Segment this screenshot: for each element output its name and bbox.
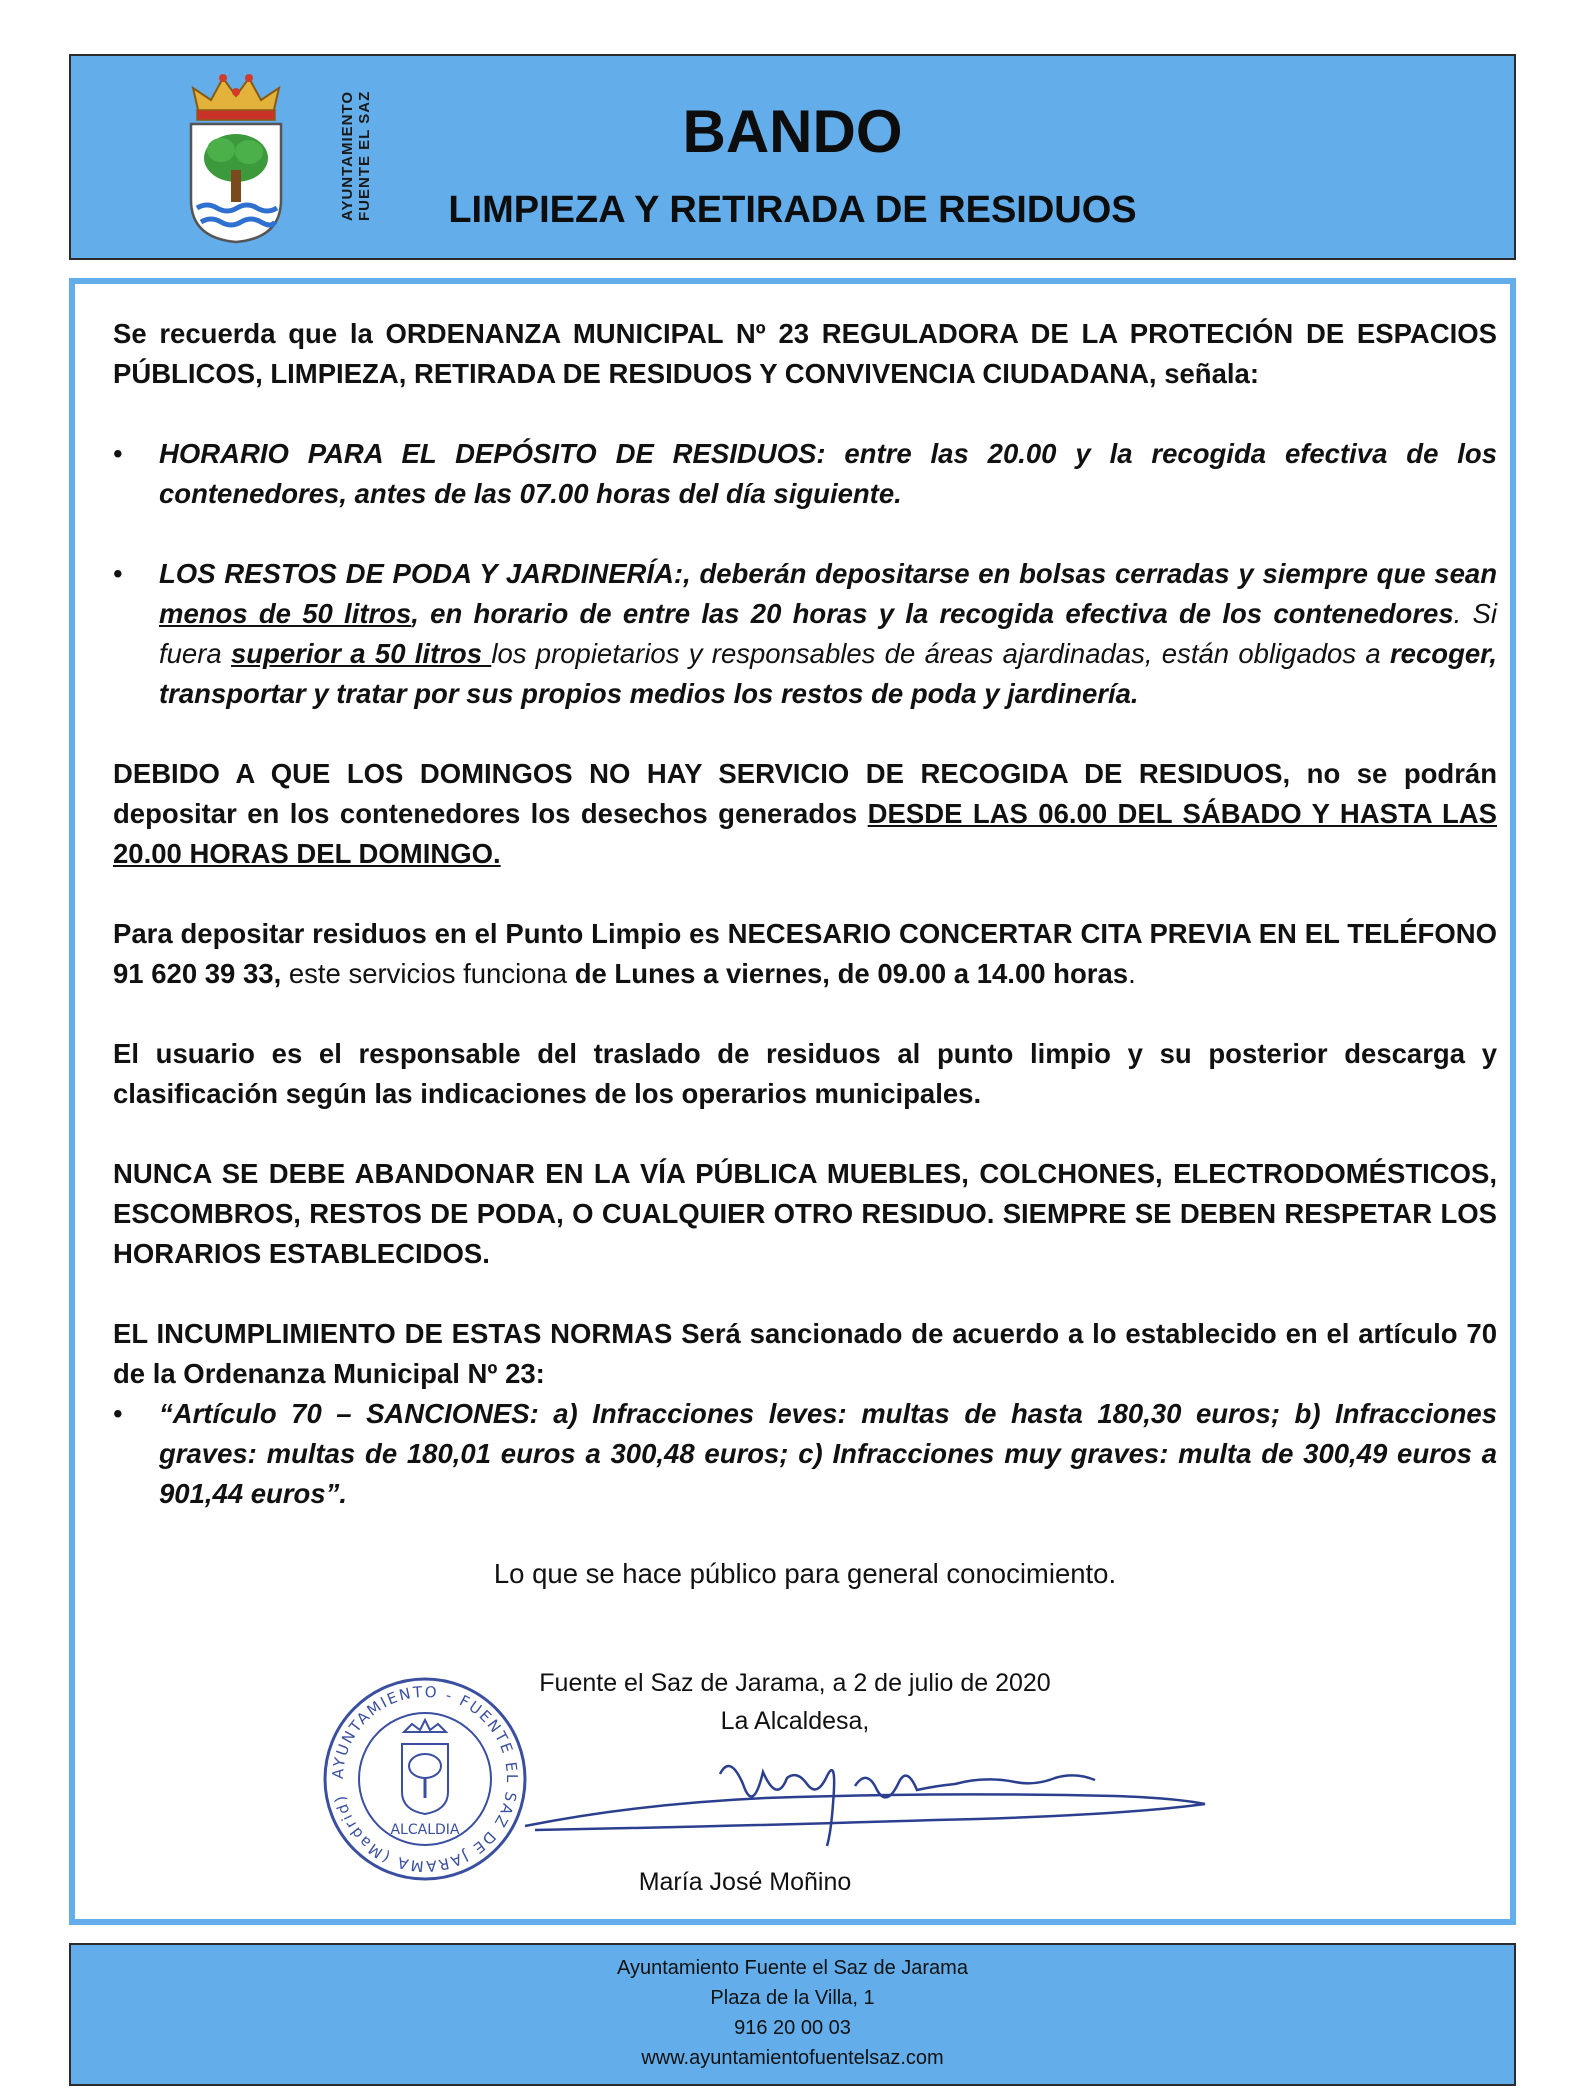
punto-limpio-hours: de Lunes a viernes, de 09.00 a 14.00 horas (574, 958, 1129, 989)
coat-caption-line1: AYUNTAMIENTO (339, 90, 356, 222)
pruning-obligation: recoger, transportar y tratar por sus propios medios los restos de poda y jardinería. (159, 638, 1497, 709)
pruning-containers: contenedores (1273, 598, 1454, 629)
nunca-paragraph: NUNCA SE DEBE ABANDONAR EN LA VÍA PÚBLICA MUEBLES, COLCHONES, ELECTRODOMÉSTICOS, ESCOMBROS, RESTOS DE PODA, O CUALQUIER OTRO RESIDUO. SIEMPRE SE DEBEN RESPETAR LOS HORARIOS ESTABLECIDOS. (113, 1158, 1497, 1269)
incumplimiento-paragraph: EL INCUMPLIMIENTO DE ESTAS NORMAS Será sancionado de acuerdo a lo establecido en el artículo 70 de la Ordenanza Municipal Nº 23: (113, 1318, 1497, 1389)
punto-limpio-text-2: este servicios funciona (281, 958, 575, 989)
pruning-text-6: . Si fuera (159, 598, 1497, 669)
pruning-text-8: los propietarios y responsables de áreas ajardinadas, están obligados a (491, 638, 1390, 669)
punto-limpio-text-4: . (1128, 958, 1136, 989)
intro-ordinance: ORDENANZA MUNICIPAL Nº 23 REGULADORA DE LA PROTECIÓN DE ESPACIOS PÚBLICOS, LIMPIEZA, RETIRADA DE RESIDUOS Y CONVIVENCIA CIUDADANA, (113, 318, 1497, 389)
footer-address: Plaza de la Villa, 1 (710, 1987, 875, 2009)
bullet-dot: • (113, 438, 123, 469)
sundays-text-2: no se podrán depositar en los contenedores los desechos generados (113, 758, 1498, 829)
stamp-ring-text: AYUNTAMIENTO - FUENTE EL SAZ DE JARAMA (Madrid) (328, 1682, 522, 1876)
handwritten-signature (515, 1734, 1215, 1854)
place-date: Fuente el Saz de Jarama, a 2 de julio de 2020 (539, 1669, 1051, 1697)
bullet-sanctions (113, 1394, 1497, 1514)
footer-website-link[interactable]: www.ayuntamientofuentelsaz.com (641, 2047, 944, 2069)
place-date-block (495, 1664, 1095, 1740)
signer-role: La Alcaldesa, (720, 1707, 870, 1735)
punto-limpio-paragraph (113, 914, 1497, 994)
pruning-heading: LOS RESTOS DE PODA Y JARDINERÍA: (159, 558, 684, 589)
footer-org: Ayuntamiento Fuente el Saz de Jarama (617, 1957, 968, 1979)
usuario-paragraph: El usuario es el responsable del traslado de residuos al punto limpio y su posterior descarga y clasificación según las indicaciones de los operarios municipales. (113, 1038, 1497, 1109)
bullet-dot: • (113, 558, 123, 589)
page-title: BANDO (682, 98, 903, 165)
intro-text-3: señala: (1156, 358, 1259, 389)
stamp-center-text: ALCALDIA (390, 1822, 460, 1838)
header-banner (69, 54, 1516, 260)
page-subtitle: LIMPIEZA Y RETIRADA DE RESIDUOS (448, 189, 1137, 231)
pruning-under-50: menos de 50 litros (159, 598, 412, 629)
closing-statement: Lo que se hace público para general conocimiento. (493, 1558, 1117, 1589)
pruning-over-50: superior a 50 litros (230, 638, 492, 669)
content-body (113, 314, 1497, 1634)
bullet-schedule-text: HORARIO PARA EL DEPÓSITO DE RESIDUOS: entre las 20.00 y la recogida efectiva de los contenedores, antes de las 07.00 horas del día siguiente. (159, 438, 1497, 509)
bullet-dot: • (113, 1398, 123, 1429)
sundays-text-1: DEBIDO A QUE LOS DOMINGOS NO HAY SERVICIO DE RECOGIDA DE RESIDUOS, (113, 758, 1291, 789)
pruning-text-2: , deberán depositarse en bolsas cerradas y siempre que sean (683, 558, 1497, 589)
main-content-box (69, 278, 1516, 1925)
pruning-text-4: , en horario de entre las 20 horas y la recogida efectiva de los (411, 598, 1274, 629)
bullet-pruning (113, 554, 1497, 714)
bullet-schedule (113, 434, 1497, 514)
footer-phone: 916 20 00 03 (734, 2017, 851, 2039)
sundays-paragraph (113, 754, 1497, 874)
intro-text-1: Se recuerda que la (113, 318, 386, 349)
footer-banner (69, 1943, 1516, 2086)
bullet-sanctions-text: “Artículo 70 – SANCIONES: a) Infracciones leves: multas de hasta 180,30 euros; b) Infracciones graves: multas de 180,01 euros a 300,48 euros; c) Infracciones muy graves: multa de 300,49 euros a 901,44 euros”. (159, 1398, 1497, 1509)
coat-caption-line2: FUENTE EL SAZ (356, 90, 373, 222)
punto-limpio-text-1: Para depositar residuos en el Punto Limpio es NECESARIO CONCERTAR CITA PREVIA EN EL TELÉFONO 91 620 39 33, (113, 918, 1497, 989)
sundays-period: DESDE LAS 06.00 DEL SÁBADO Y HASTA LAS 20.00 HORAS DEL DOMINGO. (113, 798, 1497, 869)
intro-paragraph (113, 314, 1497, 394)
signer-name: María José Moñino (638, 1868, 852, 1896)
